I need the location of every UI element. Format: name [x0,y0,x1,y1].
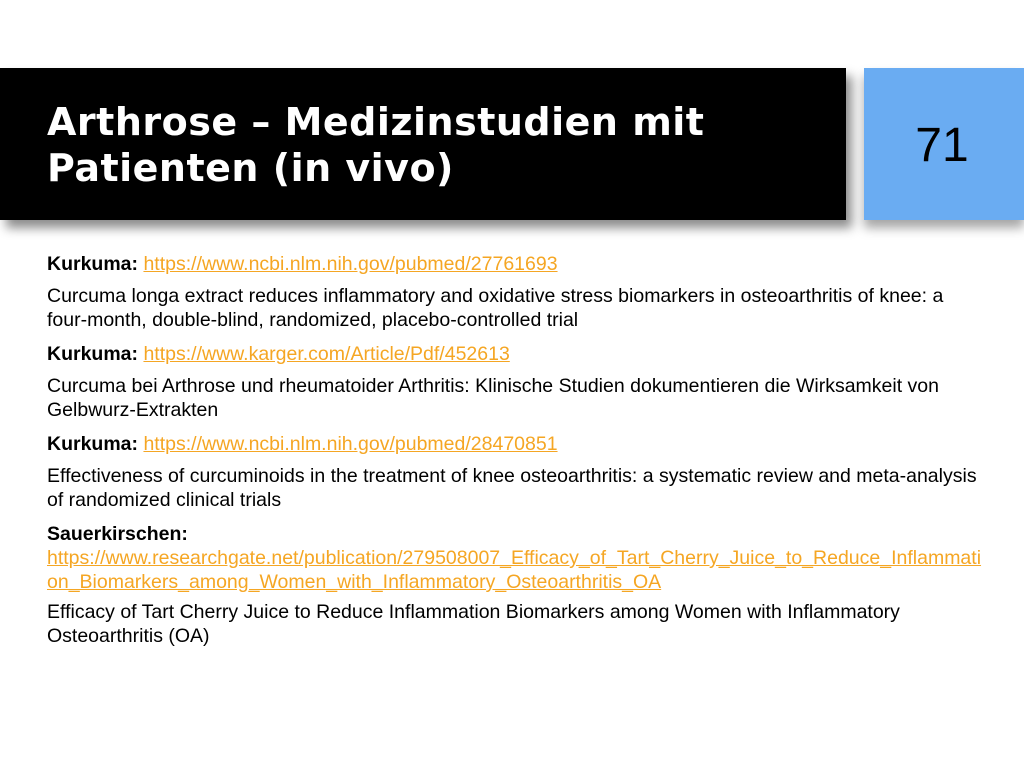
reference-source [47,522,982,594]
reference-label: Kurkuma: [47,253,139,275]
reference-link[interactable]: https://www.karger.com/Article/Pdf/452613 [143,343,510,365]
reference-label: Kurkuma: [47,343,139,365]
slide-number: 71 [915,119,969,172]
reference-source [47,432,982,456]
reference-source [47,252,982,276]
reference-link[interactable]: https://www.ncbi.nlm.nih.gov/pubmed/28470851 [143,433,558,455]
reference-link[interactable]: https://www.ncbi.nlm.nih.gov/pubmed/27761693 [143,253,558,275]
reference-label: Sauerkirschen: [47,523,188,545]
reference-source [47,342,982,366]
reference-list [47,252,982,658]
slide-title: Arthrose – Medizinstudien mit Patienten (in vivo) [47,100,705,190]
reference-label: Kurkuma: [47,433,139,455]
reference-description: Efficacy of Tart Cherry Juice to Reduce Inflammation Biomarkers among Women with Inflammatory Osteoarthritis (OA) [47,601,900,647]
reference-description: Effectiveness of curcuminoids in the treatment of knee osteoarthritis: a systematic review and meta-analysis of randomized clinical trials [47,465,977,511]
reference-description: Curcuma longa extract reduces inflammatory and oxidative stress biomarkers in osteoarthritis of knee: a four-month, double-blind, randomized, placebo-controlled trial [47,285,944,331]
reference-link[interactable]: https://www.researchgate.net/publication/279508007_Efficacy_of_Tart_Cherry_Juice_to_Reduce_Inflammation_Biomarkers_among_Women_with_Inflammatory_Osteoarthritis_OA [47,547,982,593]
reference-description: Curcuma bei Arthrose und rheumatoider Arthritis: Klinische Studien dokumentieren die Wirksamkeit von Gelbwurz-Extrakten [47,375,940,421]
